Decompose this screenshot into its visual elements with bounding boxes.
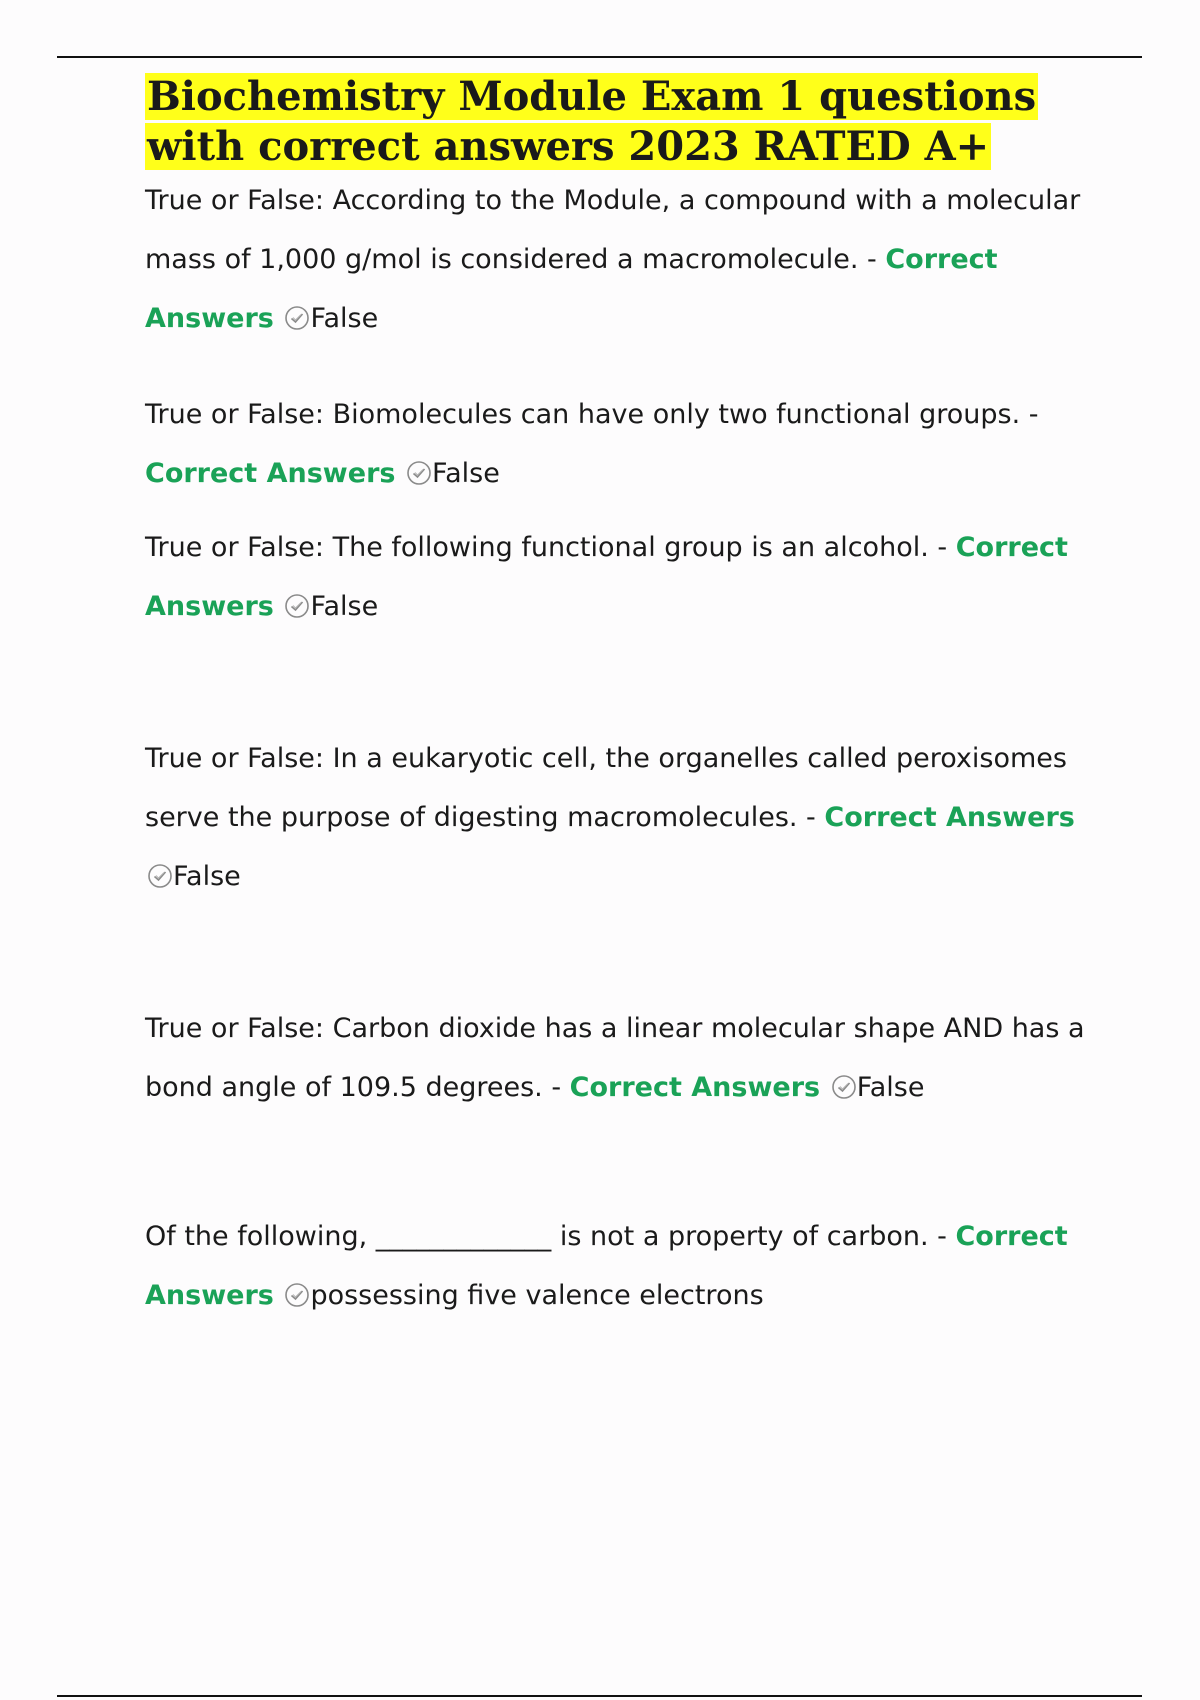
check-circle-icon [284,305,310,331]
answer-text: possessing five valence electrons [310,1280,764,1311]
answer-label: Correct Answers [824,802,1075,833]
qa-item-2 [145,385,1090,503]
check-circle-icon [147,863,173,889]
qa-item-1 [145,171,1090,348]
qa-item-5 [145,999,1090,1117]
qa-item-3 [145,518,1090,636]
question-text: True or False: In a eukaryotic cell, the organelles called peroxisomes serve the purpose of digesting macromolecules. - [145,743,1067,833]
answer-label: Correct Answers [569,1072,821,1103]
question-text: Of the following, _____________ is not a property of carbon. - [145,1221,947,1252]
answer-label: Correct Answers [145,244,998,334]
check-circle-icon [406,460,432,486]
answer-text: False [310,591,379,622]
qa-item-4 [145,729,1090,906]
answer-text: False [856,1072,925,1103]
check-circle-icon [284,593,310,619]
footer-rule [57,1695,1142,1697]
question-text: True or False: The following functional group is an alcohol. - [145,532,948,563]
answer-text: False [310,303,379,334]
question-text: True or False: Carbon dioxide has a linear molecular shape AND has a bond angle of 109.5 degrees. - [145,1013,1085,1103]
check-circle-icon [284,1282,310,1308]
answer-label: Correct Answers [145,1221,1068,1311]
answer-label: Correct Answers [145,458,396,489]
answer-text: False [432,458,500,489]
check-circle-icon [831,1074,857,1100]
answer-text: False [173,861,241,892]
header-rule [57,56,1142,58]
question-text: True or False: Biomolecules can have only two functional groups. - [145,399,1039,430]
answer-label: Correct Answers [145,532,1068,622]
document-title: Biochemistry Module Exam 1 questions with correct answers 2023 RATED A+ [147,73,1037,170]
question-text: True or False: According to the Module, a compound with a molecular mass of 1,000 g/mol is considered a macromolecule. - [145,185,1081,275]
qa-item-6 [145,1207,1090,1325]
